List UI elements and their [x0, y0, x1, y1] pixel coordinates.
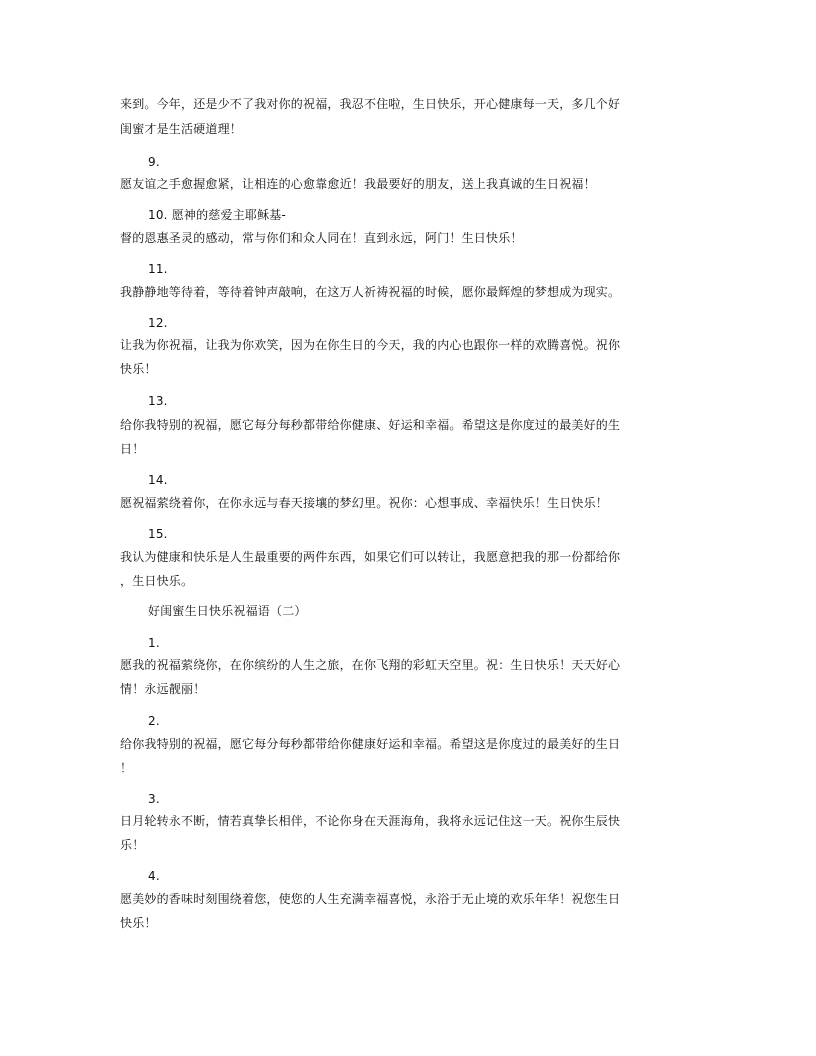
text-line: ！ — [120, 761, 133, 775]
text-line: 日月轮转永不断，情若真挚长相伴，不论你身在天涯海角，我将永远记住这一天。祝你生辰快 — [120, 814, 621, 828]
text-line: 给你我特别的祝福，愿它每分每秒都带给你健康好运和幸福。希望这是你度过的最美好的生日 — [120, 737, 621, 751]
text-line: ，生日快乐。 — [120, 574, 194, 588]
text-line: 情！永远靓丽！ — [120, 682, 206, 696]
text-line: 愿美妙的香味时刻围绕着您，使您的人生充满幸福喜悦，永浴于无止境的欢乐年华！祝您生日 — [120, 892, 621, 906]
item-number: 13. — [148, 394, 168, 408]
item-number: 2. — [148, 714, 160, 728]
text-line: 让我为你祝福，让我为你欢笑，因为在你生日的今天，我的内心也跟你一样的欢腾喜悦。祝你 — [120, 338, 621, 352]
text-line: 愿友谊之手愈握愈紧，让相连的心愈靠愈近！我最要好的朋友，送上我真诚的生日祝福！ — [120, 177, 596, 191]
item-number: 3. — [148, 792, 160, 806]
text-line: 快乐！ — [120, 362, 157, 376]
text-line: 我静静地等待着，等待着钟声敲响，在这万人祈祷祝福的时候，愿你最辉煌的梦想成为现实。 — [120, 285, 621, 299]
text-line: 来到。今年，还是少不了我对你的祝福，我忍不住啦，生日快乐，开心健康每一天，多几个好 — [120, 97, 621, 111]
item-number: 12. — [148, 316, 168, 330]
text-line: 给你我特别的祝福，愿它每分每秒都带给你健康、好运和幸福。希望这是你度过的最美好的生 — [120, 418, 621, 432]
item-number: 11. — [148, 262, 168, 276]
item-number: 10. 愿神的慈爱主耶稣基- — [148, 208, 287, 222]
item-number: 9. — [148, 155, 160, 169]
text-line: 闺蜜才是生活硬道理！ — [120, 122, 243, 136]
text-line: 乐！ — [120, 838, 145, 852]
text-line: 日！ — [120, 442, 145, 456]
text-line: 督的恩惠圣灵的感动，常与你们和众人同在！直到永远，阿门！生日快乐！ — [120, 231, 523, 245]
section-heading: 好闺蜜生日快乐祝福语（二） — [148, 604, 307, 618]
text-line: 愿我的祝福萦绕你，在你缤纷的人生之旅，在你飞翔的彩虹天空里。祝：生日快乐！天天好心 — [120, 658, 621, 672]
text-line: 我认为健康和快乐是人生最重要的两件东西，如果它们可以转让，我愿意把我的那一份都给你 — [120, 550, 621, 564]
text-line: 快乐！ — [120, 916, 157, 930]
item-number: 1. — [148, 636, 160, 650]
item-number: 15. — [148, 527, 168, 541]
item-number: 14. — [148, 473, 168, 487]
item-number: 4. — [148, 869, 160, 883]
text-line: 愿祝福萦绕着你，在你永远与春天接壤的梦幻里。祝你：心想事成、幸福快乐！生日快乐！ — [120, 496, 609, 510]
